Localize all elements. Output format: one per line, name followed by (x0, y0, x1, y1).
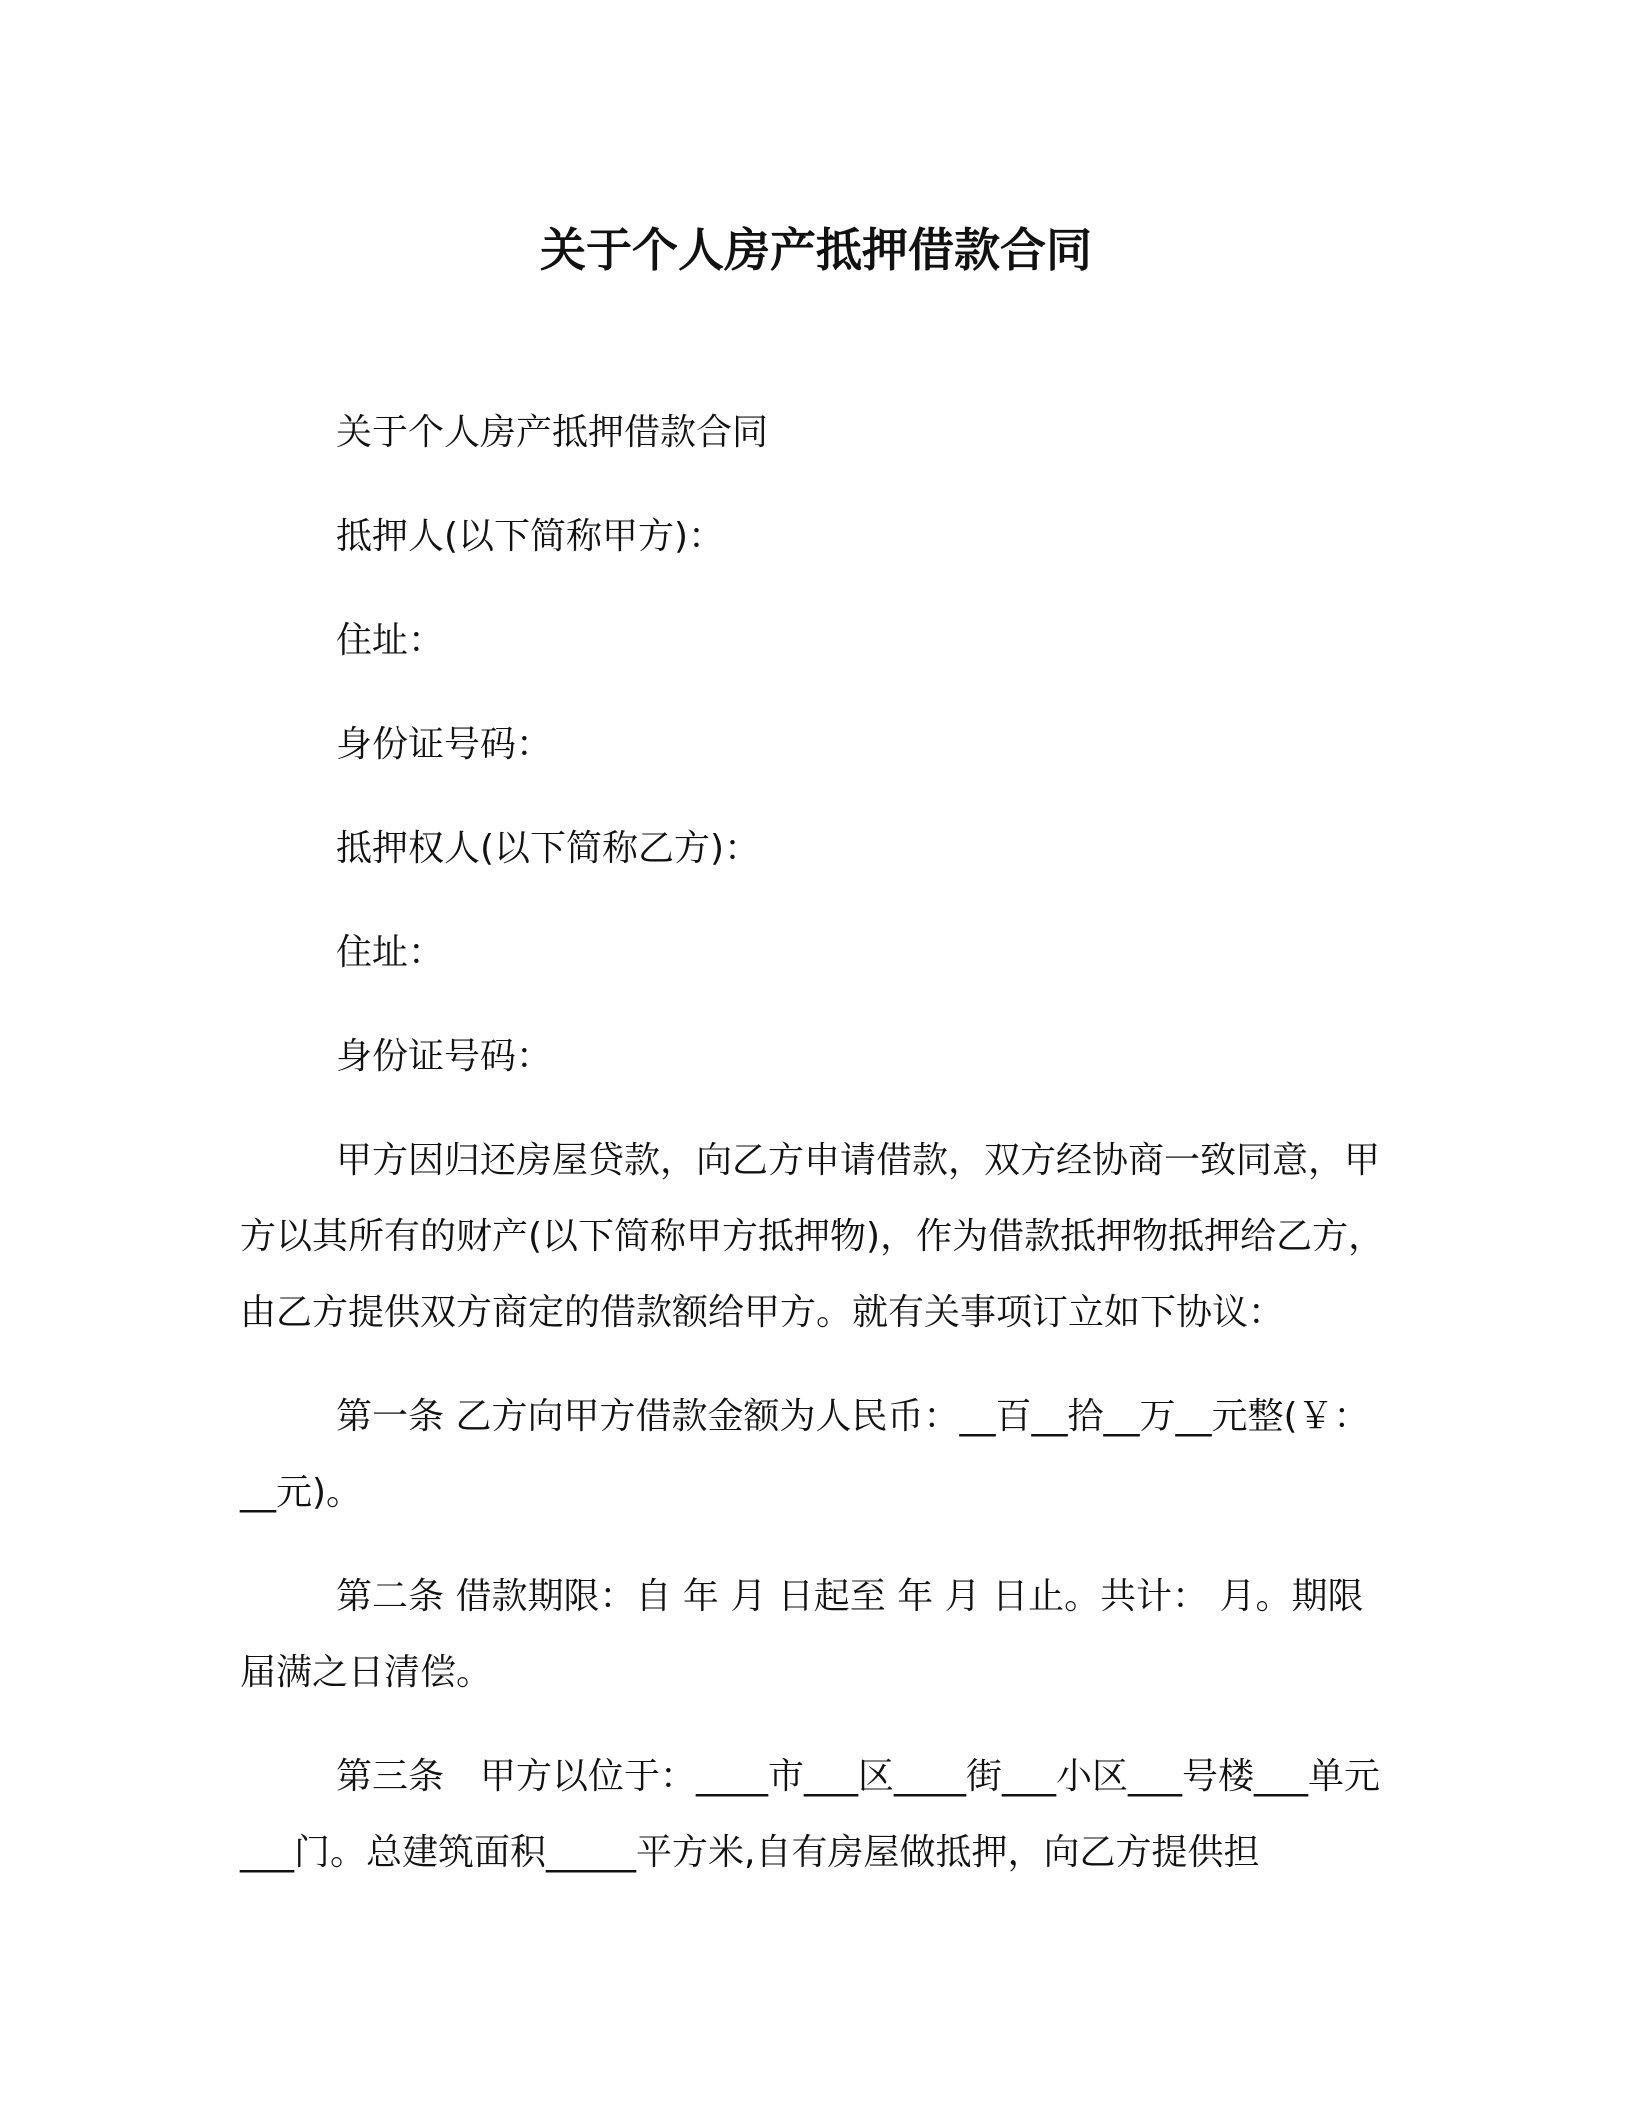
paragraph-article-1: 第一条 乙方向甲方借款金额为人民币：__百__拾__万__元整(￥：__元)。 (240, 1396, 1370, 1513)
document-body (240, 395, 1392, 1919)
paragraph-mortgagee-id: 身份证号码： (336, 1036, 553, 1077)
paragraph-preamble: 甲方因归还房屋贷款，向乙方申请借款，双方经协商一致同意，甲方以其所有的财产(以下简称甲方抵押物)，作为借款抵押物抵押给乙方，由乙方提供双方商定的借款额给甲方。就有关事项订立如下协议： (240, 1140, 1385, 1333)
paragraph-mortgagor-address: 住址： (336, 620, 445, 661)
paragraph-mortgagee-address: 住址： (336, 932, 445, 973)
paragraph-mortgagor: 抵押人(以下简称甲方)： (336, 516, 725, 557)
paragraph-article-3: 第三条 甲方以位于：____市___区____街___小区___号楼___单元___门。总建筑面积_____平方米,自有房屋做抵押，向乙方提供担 (240, 1756, 1381, 1873)
paragraph-mortgagor-id: 身份证号码： (336, 724, 553, 765)
document-title: 关于个人房产抵押借款合同 (540, 223, 1092, 277)
paragraph-article-2: 第二条 借款期限：自 年 月 日起至 年 月 日止。共计： 月。期限届满之日清偿。 (240, 1576, 1364, 1693)
paragraph-contract-name: 关于个人房产抵押借款合同 (336, 412, 769, 453)
paragraph-mortgagee: 抵押权人(以下简称乙方)： (336, 828, 761, 869)
